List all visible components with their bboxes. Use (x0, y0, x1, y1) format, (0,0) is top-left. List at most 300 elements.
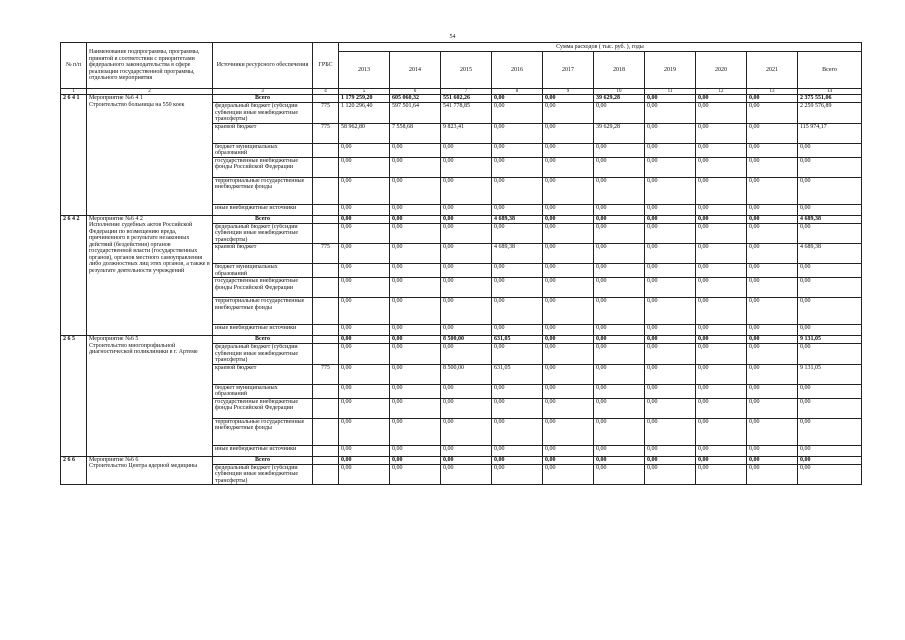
value-cell: 0,00 (339, 336, 390, 344)
measure-name-cell (87, 215, 213, 336)
value-cell: 0,00 (441, 264, 492, 278)
header-year: 2015 (441, 52, 492, 89)
value-cell: 0,00 (594, 264, 645, 278)
source-label: государственные внебюджетные фонды Российской Федерации (213, 398, 313, 418)
value-cell: 0,00 (390, 278, 441, 298)
value-cell: 0,00 (645, 103, 696, 124)
value-cell: 39 629,28 (594, 95, 645, 103)
value-cell: 0,00 (696, 364, 747, 384)
value-cell: 0,00 (594, 344, 645, 365)
value-cell: 0,00 (747, 464, 798, 485)
value-cell: 0,00 (390, 344, 441, 365)
value-cell: 4 689,38 (492, 244, 543, 264)
value-cell: 0,00 (696, 223, 747, 244)
value-cell: 0,00 (696, 418, 747, 445)
value-cell: 0,00 (645, 204, 696, 215)
value-cell: 0,00 (645, 123, 696, 143)
measure-name-cell (87, 336, 213, 457)
value-cell: 0,00 (645, 456, 696, 464)
value-cell: 0,00 (543, 143, 594, 157)
value-cell: 0,00 (339, 143, 390, 157)
source-label: территориальные государственные внебюджетные фонды (213, 177, 313, 204)
value-cell: 0,00 (492, 456, 543, 464)
grbs-cell (313, 278, 339, 298)
grbs-cell (313, 95, 339, 103)
value-cell: 0,00 (390, 143, 441, 157)
value-cell: 0,00 (543, 325, 594, 336)
value-cell: 0,00 (594, 223, 645, 244)
source-label: иные внебюджетные источники (213, 204, 313, 215)
value-cell: 0,00 (390, 204, 441, 215)
grbs-cell (313, 336, 339, 344)
value-cell: 541 778,85 (441, 103, 492, 124)
source-label: бюджет муниципальных образований (213, 384, 313, 398)
value-cell: 7 558,68 (390, 123, 441, 143)
value-cell: 0,00 (390, 325, 441, 336)
value-cell: 0,00 (543, 157, 594, 177)
value-cell: 0,00 (747, 418, 798, 445)
value-cell: 0,00 (798, 418, 862, 445)
value-cell: 0,00 (594, 278, 645, 298)
value-cell: 0,00 (798, 384, 862, 398)
value-cell: 0,00 (645, 278, 696, 298)
value-cell: 0,00 (645, 336, 696, 344)
value-cell: 0,00 (645, 143, 696, 157)
grbs-cell (313, 177, 339, 204)
value-cell: 0,00 (339, 244, 390, 264)
grbs-cell (313, 344, 339, 365)
value-cell: 0,00 (645, 157, 696, 177)
value-cell: 2 259 576,89 (798, 103, 862, 124)
value-cell: 0,00 (645, 95, 696, 103)
value-cell: 0,00 (645, 384, 696, 398)
value-cell: 9 823,41 (441, 123, 492, 143)
value-cell: 0,00 (798, 344, 862, 365)
measure-name-cell (87, 95, 213, 216)
source-label: бюджет муниципальных образований (213, 264, 313, 278)
value-cell: 0,00 (594, 398, 645, 418)
value-cell: 0,00 (696, 344, 747, 365)
value-cell: 0,00 (696, 215, 747, 223)
source-label: краевой бюджет (213, 244, 313, 264)
value-cell: 0,00 (696, 398, 747, 418)
value-cell: 0,00 (543, 464, 594, 485)
value-cell: 631,05 (492, 364, 543, 384)
value-cell: 0,00 (594, 364, 645, 384)
measure-name-cell (87, 456, 213, 485)
value-cell: 551 602,26 (441, 95, 492, 103)
value-cell: 0,00 (390, 223, 441, 244)
measure-title: Мероприятие №6 5 (89, 336, 139, 342)
value-cell: 0,00 (390, 215, 441, 223)
source-label: государственные внебюджетные фонды Российской Федерации (213, 157, 313, 177)
value-cell: 0,00 (645, 215, 696, 223)
value-cell: 4 689,38 (798, 215, 862, 223)
value-cell: 0,00 (645, 364, 696, 384)
value-cell: 0,00 (492, 177, 543, 204)
value-cell: 0,00 (594, 177, 645, 204)
value-cell: 0,00 (747, 398, 798, 418)
value-cell: 0,00 (492, 264, 543, 278)
column-number: 6 (390, 89, 441, 95)
header-year: 2017 (543, 52, 594, 89)
column-number: 1 (61, 89, 87, 95)
value-cell: 0,00 (594, 298, 645, 325)
value-cell: 0,00 (543, 398, 594, 418)
value-cell: 0,00 (798, 177, 862, 204)
value-cell: 0,00 (645, 223, 696, 244)
source-label: иные внебюджетные источники (213, 445, 313, 456)
value-cell: 0,00 (390, 336, 441, 344)
value-cell: 0,00 (747, 157, 798, 177)
column-number: 10 (594, 89, 645, 95)
measure-number: 2 6 4 1 (61, 95, 87, 216)
value-cell: 0,00 (747, 278, 798, 298)
value-cell: 0,00 (543, 204, 594, 215)
header-year: 2021 (747, 52, 798, 89)
value-cell: 0,00 (492, 325, 543, 336)
value-cell: 0,00 (645, 264, 696, 278)
value-cell: 0,00 (441, 298, 492, 325)
measure-number: 2 6 5 (61, 336, 87, 457)
measure-title: Мероприятие №6 6 (89, 456, 139, 463)
value-cell: 0,00 (798, 445, 862, 456)
value-cell: 0,00 (492, 143, 543, 157)
value-cell: 0,00 (798, 143, 862, 157)
source-label: бюджет муниципальных образований (213, 143, 313, 157)
value-cell: 0,00 (594, 445, 645, 456)
value-cell: 0,00 (645, 464, 696, 485)
grbs-cell: 775 (313, 364, 339, 384)
grbs-cell (313, 398, 339, 418)
value-cell: 0,00 (645, 344, 696, 365)
grbs-cell (313, 264, 339, 278)
value-cell: 0,00 (390, 418, 441, 445)
value-cell: 0,00 (492, 157, 543, 177)
measure-number: 2 6 6 (61, 456, 87, 485)
value-cell: 0,00 (543, 123, 594, 143)
value-cell: 0,00 (492, 223, 543, 244)
value-cell: 0,00 (798, 223, 862, 244)
table-body (61, 95, 862, 485)
value-cell: 0,00 (441, 157, 492, 177)
value-cell: 0,00 (696, 103, 747, 124)
value-cell: 1 120 296,40 (339, 103, 390, 124)
value-cell: 0,00 (492, 464, 543, 485)
value-cell: 0,00 (390, 298, 441, 325)
column-number: 4 (313, 89, 339, 95)
value-cell: 0,00 (543, 278, 594, 298)
table-row (61, 95, 862, 103)
value-cell: 0,00 (543, 344, 594, 365)
grbs-cell (313, 143, 339, 157)
value-cell: 0,00 (543, 364, 594, 384)
value-cell: 0,00 (594, 157, 645, 177)
column-number: 13 (747, 89, 798, 95)
header-year: 2016 (492, 52, 543, 89)
grbs-cell (313, 418, 339, 445)
value-cell: 0,00 (543, 384, 594, 398)
value-cell: 0,00 (492, 123, 543, 143)
value-cell: 0,00 (594, 143, 645, 157)
value-cell: 0,00 (747, 95, 798, 103)
header-year: Всего (798, 52, 862, 89)
value-cell: 0,00 (339, 364, 390, 384)
value-cell: 0,00 (798, 298, 862, 325)
header-year: 2019 (645, 52, 696, 89)
value-cell: 2 375 551,06 (798, 95, 862, 103)
value-cell: 0,00 (339, 418, 390, 445)
column-number: 7 (441, 89, 492, 95)
value-cell: 0,00 (747, 177, 798, 204)
value-cell: 0,00 (594, 325, 645, 336)
value-cell: 0,00 (339, 298, 390, 325)
grbs-cell (313, 157, 339, 177)
value-cell: 0,00 (543, 298, 594, 325)
measure-description: Строительство многопрофильной диагностической поликлиники в г. Артеме (89, 342, 198, 355)
value-cell: 0,00 (594, 215, 645, 223)
value-cell: 0,00 (747, 103, 798, 124)
value-cell: 0,00 (390, 464, 441, 485)
source-label: государственные внебюджетные фонды Российской Федерации (213, 278, 313, 298)
value-cell: 0,00 (390, 456, 441, 464)
grbs-cell: 775 (313, 103, 339, 124)
value-cell: 0,00 (798, 464, 862, 485)
value-cell: 0,00 (696, 244, 747, 264)
value-cell: 0,00 (492, 103, 543, 124)
value-cell: 597 501,64 (390, 103, 441, 124)
value-cell: 0,00 (696, 384, 747, 398)
value-cell: 0,00 (441, 418, 492, 445)
table-row (61, 336, 862, 344)
total-label: Всего (213, 336, 313, 344)
value-cell: 0,00 (594, 336, 645, 344)
value-cell: 9 131,05 (798, 336, 862, 344)
value-cell: 0,00 (543, 244, 594, 264)
value-cell: 0,00 (747, 244, 798, 264)
value-cell: 0,00 (798, 325, 862, 336)
source-label: федеральный бюджет (субсидии субвенции иные межбюджетные трансферты) (213, 103, 313, 124)
value-cell: 0,00 (543, 445, 594, 456)
value-cell: 0,00 (339, 384, 390, 398)
value-cell: 0,00 (696, 336, 747, 344)
header-year: 2018 (594, 52, 645, 89)
value-cell: 0,00 (492, 95, 543, 103)
value-cell: 0,00 (543, 418, 594, 445)
value-cell: 0,00 (798, 456, 862, 464)
header-year: 2014 (390, 52, 441, 89)
value-cell: 0,00 (492, 278, 543, 298)
column-number: 9 (543, 89, 594, 95)
value-cell: 0,00 (798, 278, 862, 298)
value-cell: 0,00 (339, 344, 390, 365)
value-cell: 0,00 (696, 177, 747, 204)
value-cell: 0,00 (492, 298, 543, 325)
value-cell: 115 974,17 (798, 123, 862, 143)
measure-description: Исполнение судебных актов Российской Федерации по возмещению вреда, причиненного в результате незаконных действий (бездействия) органов государственной власти (государственных органов), органов местного самоуправления либо должностных лиц этих органов, а также в результате деятельности учреждений (89, 222, 210, 274)
header-sum-group: Сумма расходов ( тыс. руб. ), годы (339, 43, 862, 52)
value-cell: 0,00 (696, 143, 747, 157)
value-cell: 0,00 (747, 364, 798, 384)
source-label: федеральный бюджет (субсидии субвенции иные межбюджетные трансферты) (213, 223, 313, 244)
source-label: федеральный бюджет (субсидии субвенции иные межбюджетные трансферты) (213, 464, 313, 485)
value-cell: 0,00 (441, 344, 492, 365)
value-cell: 0,00 (390, 157, 441, 177)
value-cell: 0,00 (492, 445, 543, 456)
value-cell: 0,00 (798, 204, 862, 215)
value-cell: 4 689,38 (798, 244, 862, 264)
value-cell: 0,00 (339, 278, 390, 298)
value-cell: 8 500,00 (441, 364, 492, 384)
header-year: 2020 (696, 52, 747, 89)
grbs-cell: 775 (313, 123, 339, 143)
value-cell: 0,00 (441, 456, 492, 464)
value-cell: 0,00 (747, 264, 798, 278)
value-cell: 0,00 (696, 95, 747, 103)
column-number: 14 (798, 89, 862, 95)
value-cell: 0,00 (594, 103, 645, 124)
value-cell: 0,00 (339, 215, 390, 223)
value-cell: 0,00 (747, 344, 798, 365)
value-cell: 0,00 (645, 325, 696, 336)
value-cell: 0,00 (747, 215, 798, 223)
source-label: федеральный бюджет (субсидии субвенции иные межбюджетные трансферты) (213, 344, 313, 365)
value-cell: 0,00 (594, 464, 645, 485)
value-cell: 0,00 (696, 278, 747, 298)
value-cell: 0,00 (747, 123, 798, 143)
value-cell: 0,00 (696, 464, 747, 485)
value-cell: 0,00 (441, 244, 492, 264)
value-cell: 0,00 (594, 456, 645, 464)
source-label: иные внебюджетные источники (213, 325, 313, 336)
value-cell: 0,00 (441, 223, 492, 244)
value-cell: 0,00 (645, 445, 696, 456)
value-cell: 0,00 (441, 215, 492, 223)
value-cell: 0,00 (645, 298, 696, 325)
measure-description: Строительство больницы на 550 коек (89, 101, 185, 108)
value-cell: 0,00 (747, 143, 798, 157)
column-number: 2 (87, 89, 213, 95)
value-cell: 0,00 (798, 264, 862, 278)
value-cell: 0,00 (441, 464, 492, 485)
value-cell: 0,00 (747, 325, 798, 336)
value-cell: 0,00 (543, 223, 594, 244)
header-grbs: ГРБС (313, 43, 339, 89)
value-cell: 0,00 (696, 264, 747, 278)
total-label: Всего (213, 215, 313, 223)
value-cell: 0,00 (390, 244, 441, 264)
value-cell: 0,00 (594, 384, 645, 398)
value-cell: 605 060,32 (390, 95, 441, 103)
value-cell: 0,00 (747, 204, 798, 215)
value-cell: 0,00 (441, 325, 492, 336)
value-cell: 0,00 (594, 204, 645, 215)
value-cell: 0,00 (696, 325, 747, 336)
total-label: Всего (213, 95, 313, 103)
value-cell: 0,00 (645, 418, 696, 445)
value-cell: 8 500,00 (441, 336, 492, 344)
value-cell: 0,00 (594, 244, 645, 264)
value-cell: 0,00 (390, 264, 441, 278)
value-cell: 0,00 (492, 398, 543, 418)
value-cell: 0,00 (747, 445, 798, 456)
value-cell: 0,00 (441, 143, 492, 157)
grbs-cell (313, 464, 339, 485)
value-cell: 0,00 (390, 177, 441, 204)
value-cell: 0,00 (798, 398, 862, 418)
value-cell: 0,00 (441, 204, 492, 215)
value-cell: 0,00 (747, 456, 798, 464)
value-cell: 0,00 (339, 445, 390, 456)
value-cell: 0,00 (492, 344, 543, 365)
value-cell: 0,00 (543, 95, 594, 103)
value-cell: 0,00 (645, 177, 696, 204)
grbs-cell (313, 215, 339, 223)
value-cell: 0,00 (543, 336, 594, 344)
value-cell: 0,00 (645, 398, 696, 418)
measure-number: 2 6 4 2 (61, 215, 87, 336)
source-label: территориальные государственные внебюджетные фонды (213, 418, 313, 445)
grbs-cell (313, 298, 339, 325)
column-number: 12 (696, 89, 747, 95)
value-cell: 0,00 (492, 204, 543, 215)
column-number: 5 (339, 89, 390, 95)
header-year: 2013 (339, 52, 390, 89)
grbs-cell (313, 325, 339, 336)
header-num: № п/п (61, 43, 87, 89)
value-cell: 0,00 (543, 177, 594, 204)
value-cell: 0,00 (390, 398, 441, 418)
value-cell: 0,00 (390, 445, 441, 456)
value-cell: 0,00 (339, 204, 390, 215)
value-cell: 4 689,38 (492, 215, 543, 223)
column-number: 11 (645, 89, 696, 95)
value-cell: 0,00 (696, 123, 747, 143)
source-label: территориальные государственные внебюджетные фонды (213, 298, 313, 325)
value-cell: 0,00 (543, 456, 594, 464)
value-cell: 0,00 (645, 244, 696, 264)
value-cell: 0,00 (696, 456, 747, 464)
table-row (61, 456, 862, 464)
value-cell: 0,00 (390, 364, 441, 384)
value-cell: 0,00 (441, 177, 492, 204)
value-cell: 39 629,28 (594, 123, 645, 143)
total-label: Всего (213, 456, 313, 464)
header-name: Наименование подпрограммы, программы, принятой в соответствии с приоритетами федерального законодательства в сфере реализации государственной программы, отдельного мероприятия (87, 43, 213, 89)
value-cell: 0,00 (594, 418, 645, 445)
grbs-cell (313, 384, 339, 398)
table-row (61, 215, 862, 223)
value-cell: 0,00 (747, 384, 798, 398)
value-cell: 0,00 (339, 456, 390, 464)
value-cell: 0,00 (339, 464, 390, 485)
value-cell: 0,00 (339, 177, 390, 204)
header-source: Источники ресурсного обеспечения (213, 43, 313, 89)
grbs-cell (313, 223, 339, 244)
value-cell: 0,00 (441, 278, 492, 298)
value-cell: 9 131,05 (798, 364, 862, 384)
grbs-cell: 775 (313, 244, 339, 264)
value-cell: 0,00 (390, 384, 441, 398)
value-cell: 0,00 (492, 384, 543, 398)
grbs-cell (313, 456, 339, 464)
measure-description: Строительство Центра ядерной медицины (89, 463, 198, 469)
value-cell: 0,00 (543, 215, 594, 223)
value-cell: 0,00 (747, 298, 798, 325)
value-cell: 0,00 (747, 336, 798, 344)
value-cell: 0,00 (543, 264, 594, 278)
value-cell: 0,00 (441, 445, 492, 456)
